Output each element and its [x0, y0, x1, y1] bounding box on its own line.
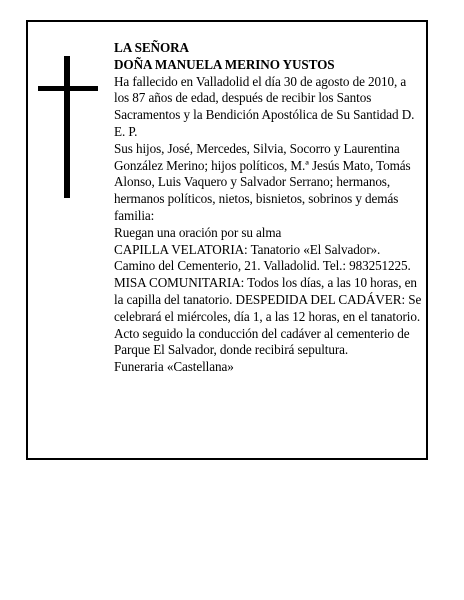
chapel-info: CAPILLA VELATORIA: Tanatorio «El Salvador». Camino del Cementerio, 21. Valladolid. Tel.: 983251225.	[114, 241, 411, 274]
mass-info: MISA COMUNITARIA: Todos los días, a las 10 horas, en la capilla del tanatorio. DESPEDIDA DEL CADÁVER: Se celebrará el miércoles, día 1, a las 12 horas, en el tanatorio. Acto seguido la conducción del cadáver al cementerio de Parque El Salvador, donde recibirá sepultura.	[114, 275, 422, 358]
family-list: Sus hijos, José, Mercedes, Silvia, Socorro y Laurentina González Merino; hijos políticos, M.ª Jesús Mato, Tomás Alonso, Luis Vaquero y Salvador Serrano; hermanos, hermanos políticos, nietos, bisnietos, sobrinos y demás familia:	[114, 140, 411, 223]
deceased-name: DOÑA MANUELA MERINO YUSTOS	[114, 56, 335, 72]
cross-vertical-bar	[64, 56, 70, 198]
funeral-home: Funeraria «Castellana»	[114, 359, 234, 375]
death-announcement: Ha fallecido en Valladolid el día 30 de agosto de 2010, a los 87 años de edad, después de recibir los Santos Sacramentos y la Bendición Apostólica de Su Santidad D. E. P.	[114, 73, 415, 139]
notice-title: LA SEÑORA	[114, 40, 189, 55]
obituary-notice	[26, 20, 428, 460]
cross-icon	[38, 56, 98, 198]
cross-horizontal-bar	[38, 86, 98, 91]
obituary-text	[114, 40, 424, 376]
prayer-request: Ruegan una oración por su alma	[114, 224, 282, 240]
